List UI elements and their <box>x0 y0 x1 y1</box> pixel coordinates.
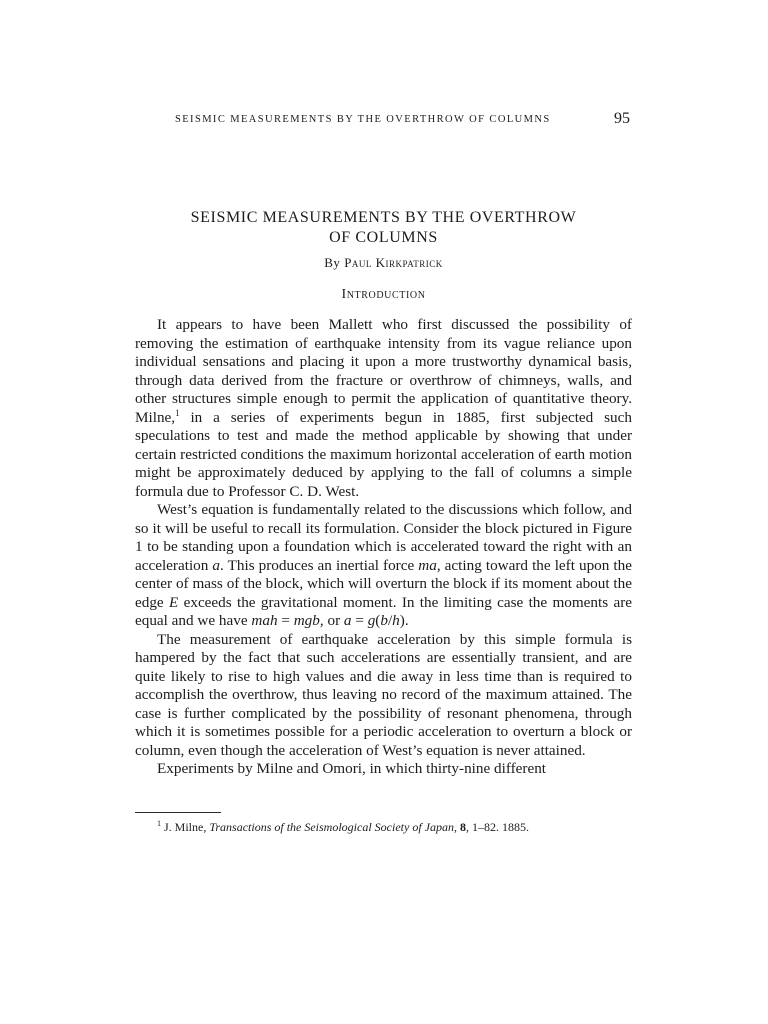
running-head <box>175 110 632 132</box>
section-heading: Introduction <box>341 287 426 302</box>
text-run: exceeds the gravitational moment. In the limiting case the moments are equal and we have <box>135 593 632 629</box>
text-run: = <box>277 612 294 629</box>
text-run: = <box>351 612 368 629</box>
math-symbol: mgb <box>293 612 320 629</box>
paragraph <box>135 631 632 761</box>
math-symbol: a <box>212 556 221 574</box>
text-run: West’s equation is fundamentally related to the discussions which follow, and so it will be useful to recall its formulation. Consider the block pictured in Figure 1 to be standing upon a foundation which is accelerated toward the right with an acceleration <box>135 501 632 574</box>
footnote-volume: 8 <box>459 820 466 834</box>
paragraph <box>135 316 632 501</box>
text-run: The measurement of earthquake acceleration by this simple formula is hampered by the fact that such accelerations are essentially transient, and are quite likely to rise to high values and die away in less time than is required to accomplish the overthrow, thus leaving no record of the maximum attained. The case is further complicated by the possibility of resonant phenomena, through which it is sometimes possible for a periodic acceleration to overturn a block or column, even though the acceleration of West’s equation is never attained. <box>135 630 632 759</box>
text-run: . This produces an inertial force <box>220 556 419 574</box>
text-run: ( <box>375 612 381 629</box>
footnote-journal: Transactions of the Seismological Society of Japan <box>209 820 454 834</box>
footnote-ref: 1 <box>175 407 180 418</box>
math-symbol: h <box>392 612 400 629</box>
footnote-sep: , <box>453 820 460 834</box>
math-symbol: b <box>380 612 388 629</box>
article-title-line-1: SEISMIC MEASUREMENTS BY THE OVERTHROW <box>190 209 577 226</box>
text-run: It appears to have been Mallett who first discussed the possibility of removing the estimation of earthquake intensity from its vague reliance upon individual sensations and placing it upon a more trustworthy dynamical basis, through data derived from the fracture or overthrow of chimneys, walls, and other structures simple enough to permit the application of quantitative theory. Milne, <box>135 316 632 426</box>
text-run: / <box>387 612 393 629</box>
text-run: , acting toward the left upon the center of mass of the block, which will overturn the block if its moment about the edge <box>135 556 632 611</box>
body-text <box>135 316 632 779</box>
paragraph <box>135 501 632 631</box>
math-symbol: ma <box>418 556 437 574</box>
text-run: in a series of experiments begun in 1885, first subjected such speculations to test and made the method applicable by showing that under certain restricted conditions the maximum horizontal acceleration of earth motion might be approximately deduced by applying to the fall of columns a simple formula due to Professor C. D. West. <box>135 408 632 500</box>
text-run: Experiments by Milne and Omori, in which thirty-nine different <box>157 760 547 777</box>
page <box>135 0 632 1024</box>
footnote-author: J. Milne, <box>161 820 210 834</box>
math-symbol: g <box>367 612 376 629</box>
footnote-marker: 1 <box>157 819 161 828</box>
article-title-line-2: OF COLUMNS <box>329 229 438 246</box>
byline-by: By <box>324 255 341 270</box>
article-title <box>135 208 632 248</box>
page-number: 95 <box>614 110 630 127</box>
math-symbol: a <box>343 612 352 629</box>
footnote <box>135 820 632 835</box>
footnote-rule <box>135 812 221 813</box>
paragraph <box>135 760 632 779</box>
byline <box>135 255 632 271</box>
math-symbol: E <box>169 593 179 611</box>
text-run: ). <box>399 612 409 629</box>
author-name: Paul Kirkpatrick <box>344 255 443 270</box>
running-title: SEISMIC MEASUREMENTS BY THE OVERTHROW OF COLUMNS <box>175 114 551 125</box>
math-symbol: mah <box>251 612 278 629</box>
text-run: , or <box>319 612 344 629</box>
footnote-rest: , 1–82. 1885. <box>465 820 529 834</box>
